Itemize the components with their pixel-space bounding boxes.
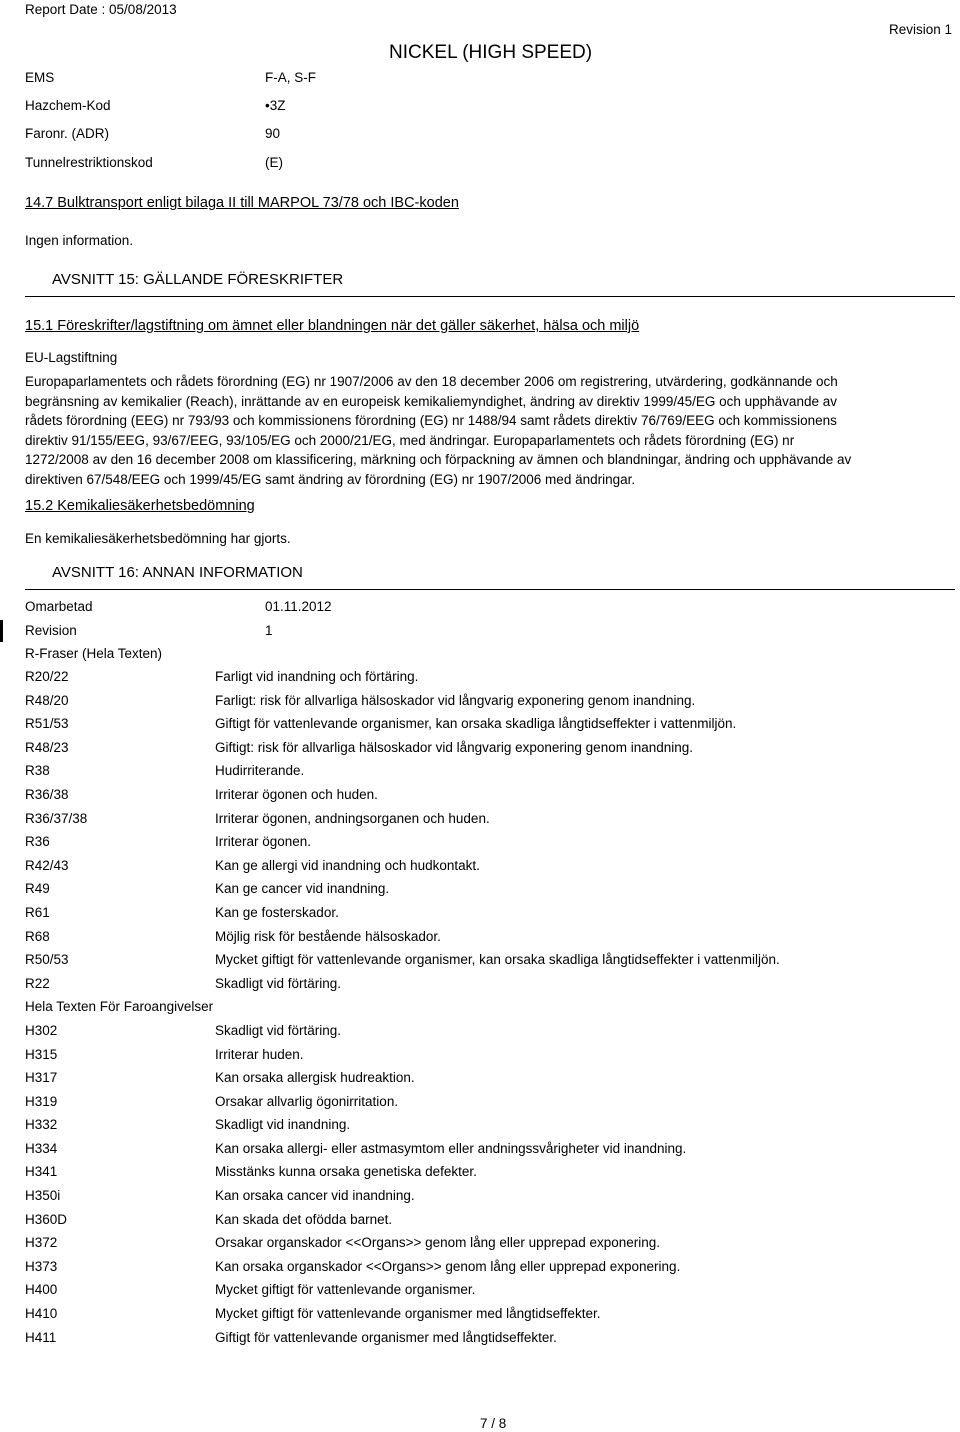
h-code: H317 (25, 1070, 58, 1086)
r-code: R49 (25, 881, 50, 897)
eu-line: direktiven 67/548/EEG och 1999/45/EG samt ändring av förordning (EG) nr 1907/2006 med ändringar. (25, 471, 636, 487)
section-15-divider (25, 296, 955, 297)
hazchem-value: •3Z (265, 98, 286, 113)
h-statement-row (25, 1047, 925, 1071)
page-number: 7 / 8 (480, 1416, 507, 1431)
r-phrase-row (25, 716, 925, 740)
h-statement-row (25, 1188, 925, 1212)
h-code: H373 (25, 1258, 58, 1274)
eu-legislation-label: EU-Lagstiftning (25, 350, 118, 365)
r-phrase-row (25, 787, 925, 811)
h-code: H315 (25, 1046, 58, 1062)
r-code: R61 (25, 904, 50, 920)
h-statements-heading: Hela Texten För Faroangivelser (25, 999, 214, 1015)
h-text: Kan orsaka cancer vid inandning. (215, 1188, 415, 1204)
r-text: Kan ge cancer vid inandning. (215, 881, 390, 897)
h-code: H334 (25, 1140, 58, 1156)
r-text: Kan ge fosterskador. (215, 904, 339, 920)
h-statement-row (25, 1023, 925, 1047)
faronr-value: 90 (265, 126, 281, 141)
h-code: H410 (25, 1306, 58, 1322)
eu-legislation-text (25, 372, 925, 489)
r-phrase-row (25, 952, 925, 976)
h-code: H302 (25, 1022, 58, 1038)
r-text: Irriterar ögonen och huden. (215, 786, 378, 802)
r-phrase-row (25, 905, 925, 929)
r-phrase-row (25, 811, 925, 835)
revision-label-16: Revision (25, 623, 77, 638)
ems-value: F-A, S-F (265, 70, 316, 85)
h-code: H411 (25, 1329, 57, 1345)
r-code: R50/53 (25, 952, 69, 968)
h-statement-row (25, 1117, 925, 1141)
section-14-7-heading: 14.7 Bulktransport enligt bilaga II till MARPOL 73/78 och IBC-koden (25, 195, 459, 211)
r-phrase-row (25, 693, 925, 717)
r-phrase-row (25, 881, 925, 905)
h-code: H341 (25, 1164, 58, 1180)
h-statement-row (25, 1282, 925, 1306)
r-phrase-row (25, 763, 925, 787)
h-text: Kan orsaka organskador <<Organs>> genom lång eller upprepad exponering. (215, 1258, 681, 1274)
r-code: R68 (25, 928, 50, 944)
r-code: R36/38 (25, 786, 69, 802)
r-text: Mycket giftigt för vattenlevande organismer, kan orsaka skadliga långtidseffekter i vattenmiljön. (215, 952, 780, 968)
h-statement-row (25, 1306, 925, 1330)
r-text: Skadligt vid förtäring. (215, 975, 342, 991)
section-15-1-heading: 15.1 Föreskrifter/lagstiftning om ämnet eller blandningen när det gäller säkerhet, hälsa och miljö (25, 318, 640, 334)
r-code: R36/37/38 (25, 810, 88, 826)
omarbetad-label: Omarbetad (25, 599, 93, 614)
h-text: Kan orsaka allergisk hudreaktion. (215, 1070, 415, 1086)
h-code: H350i (25, 1188, 61, 1204)
r-phrase-row (25, 929, 925, 953)
section-15-title: AVSNITT 15: GÄLLANDE FÖRESKRIFTER (52, 271, 344, 288)
section-16-title: AVSNITT 16: ANNAN INFORMATION (52, 564, 303, 581)
r-phrase-row (25, 976, 925, 1000)
eu-line: Europaparlamentets och rådets förordning (EG) nr 1907/2006 av den 18 december 2006 om registrering, utvärdering, godkännande och (25, 374, 838, 389)
h-text: Kan skada det ofödda barnet. (215, 1211, 393, 1227)
r-phrase-row (25, 740, 925, 764)
h-text: Orsakar allvarlig ögonirritation. (215, 1093, 399, 1109)
hazchem-label: Hazchem-Kod (25, 98, 111, 113)
r-phrase-row (25, 834, 925, 858)
r-code: R36 (25, 834, 50, 850)
faronr-label: Faronr. (ADR) (25, 126, 110, 141)
h-statement-row (25, 1212, 925, 1236)
h-text: Misstänks kunna orsaka genetiska defekter. (215, 1164, 477, 1180)
ems-label: EMS (25, 70, 55, 85)
h-statement-row (25, 1164, 925, 1188)
r-code: R22 (25, 975, 50, 991)
h-statement-row (25, 1259, 925, 1283)
product-title: NICKEL (HIGH SPEED) (389, 42, 593, 63)
r-code: R48/20 (25, 692, 69, 708)
eu-line: 1272/2008 av den 16 december 2008 om klassificering, märkning och förpackning av ämnen och blandningar, ändring och upphävande av (25, 452, 852, 467)
h-text: Skadligt vid inandning. (215, 1117, 351, 1133)
section-16-divider (25, 589, 955, 590)
h-statement-row (25, 1141, 925, 1165)
section-15-2-heading: 15.2 Kemikaliesäkerhetsbedömning (25, 498, 255, 514)
h-code: H360D (25, 1211, 68, 1227)
r-text: Farligt: risk för allvarliga hälsoskador vid långvarig exponering genom inandning. (215, 692, 696, 708)
h-statements-heading-row (25, 999, 925, 1023)
h-code: H372 (25, 1235, 58, 1251)
h-text: Kan orsaka allergi- eller astmasymtom eller andningssvårigheter vid inandning. (215, 1140, 687, 1156)
h-code: H332 (25, 1117, 58, 1133)
tunnel-label: Tunnelrestriktionskod (25, 155, 153, 170)
r-text: Farligt vid inandning och förtäring. (215, 669, 419, 684)
section-14-7-text: Ingen information. (25, 233, 134, 248)
eu-line: rådets förordning (EEG) nr 793/93 och kommissionens förordning (EG) nr 1488/94 samt rådets direktiv 76/769/EEG och kommissionens (25, 413, 837, 428)
r-phrase-row (25, 858, 925, 882)
report-date: Report Date : 05/08/2013 (25, 2, 177, 17)
h-statement-row (25, 1235, 925, 1259)
h-text: Mycket giftigt för vattenlevande organismer. (215, 1282, 476, 1298)
r-code: R38 (25, 763, 50, 779)
r-code: R20/22 (25, 669, 69, 684)
r-code: R51/53 (25, 716, 69, 732)
r-text: Giftigt: risk för allvarliga hälsoskador vid långvarig exponering genom inandning. (215, 739, 694, 755)
section-15-2-text: En kemikaliesäkerhetsbedömning har gjorts. (25, 531, 291, 546)
eu-line: direktiv 91/155/EEG, 93/67/EEG, 93/105/EG och 2000/21/EG, med ändringar. Europaparlamentets och rådets förordning (EG) nr (25, 432, 795, 448)
r-text: Irriterar ögonen. (215, 834, 312, 850)
h-text: Giftigt för vattenlevande organismer med långtidseffekter. (215, 1329, 557, 1345)
r-code: R48/23 (25, 739, 69, 755)
r-text: Kan ge allergi vid inandning och hudkontakt. (215, 857, 480, 873)
r-text: Giftigt för vattenlevande organismer, kan orsaka skadliga långtidseffekter i vattenmiljön. (215, 716, 737, 732)
h-text: Mycket giftigt för vattenlevande organismer med långtidseffekter. (215, 1306, 601, 1322)
phrase-list (25, 669, 925, 1353)
h-text: Irriterar huden. (215, 1046, 304, 1062)
r-code: R42/43 (25, 857, 69, 873)
r-phrases-heading: R-Fraser (Hela Texten) (25, 646, 163, 661)
revision-label: Revision 1 (889, 22, 953, 37)
h-code: H319 (25, 1093, 58, 1109)
h-code: H400 (25, 1282, 58, 1298)
revision-change-bar (0, 620, 3, 642)
h-text: Orsakar organskador <<Organs>> genom lång eller upprepad exponering. (215, 1235, 661, 1251)
h-statement-row (25, 1094, 925, 1118)
tunnel-value: (E) (265, 155, 283, 170)
r-text: Möjlig risk för bestående hälsoskador. (215, 928, 441, 944)
r-text: Irriterar ögonen, andningsorganen och huden. (215, 810, 490, 826)
eu-line: begränsning av kemikalier (Reach), inrättande av en europeisk kemikaliemyndighet, ändring av direktiv 1999/45/EG och upphävande av (25, 393, 837, 409)
h-text: Skadligt vid förtäring. (215, 1022, 342, 1038)
omarbetad-value: 01.11.2012 (265, 599, 332, 614)
h-statement-row (25, 1330, 925, 1354)
h-statement-row (25, 1070, 925, 1094)
r-phrase-row (25, 669, 925, 693)
r-text: Hudirriterande. (215, 763, 305, 779)
revision-value-16: 1 (265, 623, 273, 638)
